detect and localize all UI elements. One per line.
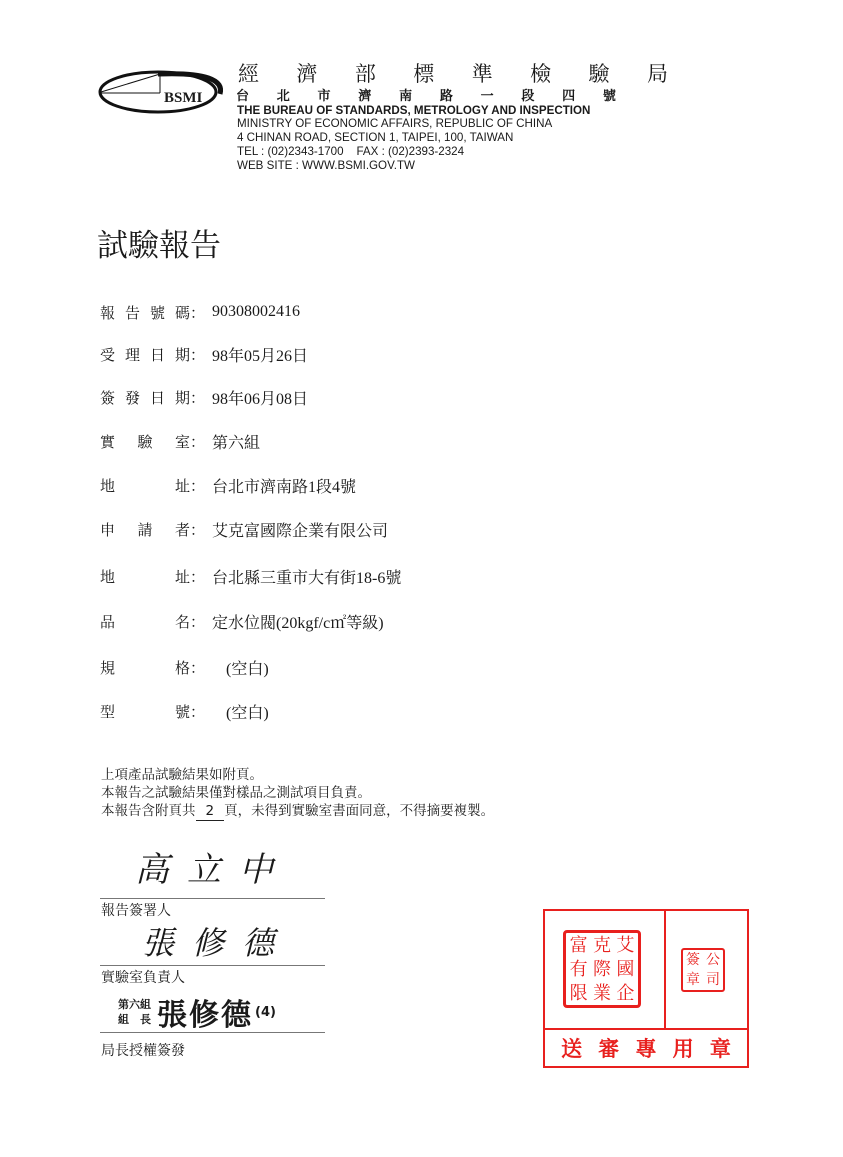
colon: ： bbox=[190, 476, 206, 495]
field-value: (空白) bbox=[226, 660, 269, 678]
lab-head-label: 實驗室負責人 bbox=[101, 970, 185, 986]
field-specification bbox=[100, 655, 269, 679]
field-value: 台北縣三重市大有街18-6號 bbox=[212, 569, 402, 587]
field-product-name bbox=[100, 609, 384, 633]
field-value: 90308002416 bbox=[212, 303, 300, 320]
field-value: 第六組 bbox=[212, 434, 261, 452]
note-prefix: 本報告含附頁共 bbox=[101, 803, 196, 819]
seal-left-panel bbox=[545, 911, 666, 1028]
field-value: (空白) bbox=[226, 704, 269, 722]
note-suffix: 頁，未得到實驗室書面同意，不得摘要複製。 bbox=[224, 803, 495, 819]
signature-line bbox=[100, 965, 325, 966]
company-chop-icon: 富 克 艾 有 際 國 限 業 企 bbox=[563, 930, 641, 1008]
addr-char: 四 bbox=[562, 89, 576, 104]
signature-line bbox=[100, 1032, 325, 1033]
field-label: 實 驗 室 bbox=[100, 432, 190, 451]
note-line-1: 上項產品試驗結果如附頁。 bbox=[101, 767, 263, 783]
addr-char: 台 bbox=[236, 89, 250, 104]
addr-char: 濟 bbox=[358, 89, 372, 104]
signature-report-signer: 高立中 bbox=[135, 850, 291, 890]
colon: ： bbox=[190, 612, 206, 631]
org-char: 驗 bbox=[588, 62, 610, 86]
org-char: 標 bbox=[413, 62, 435, 86]
org-char: 部 bbox=[354, 62, 376, 86]
colon: ： bbox=[190, 567, 206, 586]
field-label: 品 名 bbox=[100, 612, 190, 631]
stamp-tail: (4) bbox=[255, 1004, 276, 1020]
seal-right-panel bbox=[666, 911, 747, 1028]
seal-caption: 送 審 專 用 章 bbox=[545, 1028, 747, 1066]
field-label: 簽 發 日 期 bbox=[100, 388, 190, 407]
field-model bbox=[100, 699, 269, 723]
colon: ： bbox=[190, 658, 206, 677]
page-count: 2 bbox=[196, 803, 225, 821]
field-applicant-address bbox=[100, 564, 401, 588]
addr-char: 市 bbox=[317, 89, 331, 104]
field-label: 規 格 bbox=[100, 658, 190, 677]
addr-char: 段 bbox=[521, 89, 535, 104]
field-value: 艾克富國際企業有限公司 bbox=[212, 522, 389, 540]
colon: ： bbox=[190, 345, 206, 364]
representative-chop-icon: 簽 公 章 司 bbox=[681, 948, 725, 992]
field-applicant bbox=[100, 517, 388, 541]
logo-text: BSMI bbox=[164, 90, 203, 106]
org-char: 經 bbox=[238, 62, 259, 86]
field-value: 台北市濟南路1段4號 bbox=[212, 478, 357, 496]
addr-char: 路 bbox=[439, 89, 453, 104]
org-char: 準 bbox=[471, 62, 493, 86]
field-label: 報 告 號 碼 bbox=[100, 303, 190, 322]
field-lab-address bbox=[100, 473, 356, 497]
field-laboratory bbox=[100, 429, 260, 453]
address-en: 4 CHINAN ROAD, SECTION 1, TAIPEI, 100, TAIWAN bbox=[237, 131, 514, 144]
field-value: 98年05月26日 bbox=[212, 347, 309, 365]
report-signer-label: 報告簽署人 bbox=[101, 903, 171, 919]
company-seal-box bbox=[543, 909, 749, 1068]
note-line-3 bbox=[101, 803, 494, 821]
colon: ： bbox=[190, 303, 206, 322]
field-value: 定水位閥(20kgf/c㎡等級) bbox=[212, 614, 384, 632]
website: WEB SITE : WWW.BSMI.GOV.TW bbox=[237, 159, 415, 172]
director-name-stamp bbox=[118, 990, 276, 1034]
addr-char: 南 bbox=[399, 89, 413, 104]
colon: ： bbox=[190, 388, 206, 407]
field-label: 型 號 bbox=[100, 702, 190, 721]
org-name-zh bbox=[238, 58, 668, 88]
field-label: 受 理 日 期 bbox=[100, 345, 190, 364]
stamp-title: 第六組 組 長 bbox=[118, 998, 151, 1026]
note-line-2: 本報告之試驗結果僅對樣品之測試項目負責。 bbox=[101, 785, 371, 801]
field-label: 申 請 者 bbox=[100, 520, 190, 539]
org-char: 局 bbox=[646, 62, 668, 86]
colon: ： bbox=[190, 520, 206, 539]
org-name-en: THE BUREAU OF STANDARDS, METROLOGY AND INSPECTION bbox=[237, 104, 591, 117]
field-label: 地 址 bbox=[100, 567, 190, 586]
addr-char: 北 bbox=[276, 89, 290, 104]
org-char: 檢 bbox=[530, 62, 552, 86]
authority-label: 局長授權簽發 bbox=[101, 1043, 185, 1059]
field-label: 地 址 bbox=[100, 476, 190, 495]
addr-char: 號 bbox=[602, 89, 616, 104]
colon: ： bbox=[190, 702, 206, 721]
field-value: 98年06月08日 bbox=[212, 390, 309, 408]
page-title: 試驗報告 bbox=[97, 228, 221, 264]
addr-char: 一 bbox=[480, 89, 494, 104]
ministry-en: MINISTRY OF ECONOMIC AFFAIRS, REPUBLIC OF CHINA bbox=[237, 117, 553, 130]
bsmi-logo bbox=[96, 66, 236, 118]
stamp-name: 張修德 bbox=[157, 998, 253, 1033]
tel-fax: TEL : (02)2343-1700 FAX : (02)2393-2324 bbox=[237, 145, 465, 158]
address-zh bbox=[236, 85, 616, 104]
signature-line bbox=[100, 898, 325, 899]
signature-lab-head: 張修德 bbox=[142, 924, 293, 962]
field-received-date bbox=[100, 342, 308, 366]
field-report-number bbox=[100, 300, 300, 324]
field-issue-date bbox=[100, 385, 308, 409]
colon: ： bbox=[190, 432, 206, 451]
org-char: 濟 bbox=[296, 62, 318, 86]
